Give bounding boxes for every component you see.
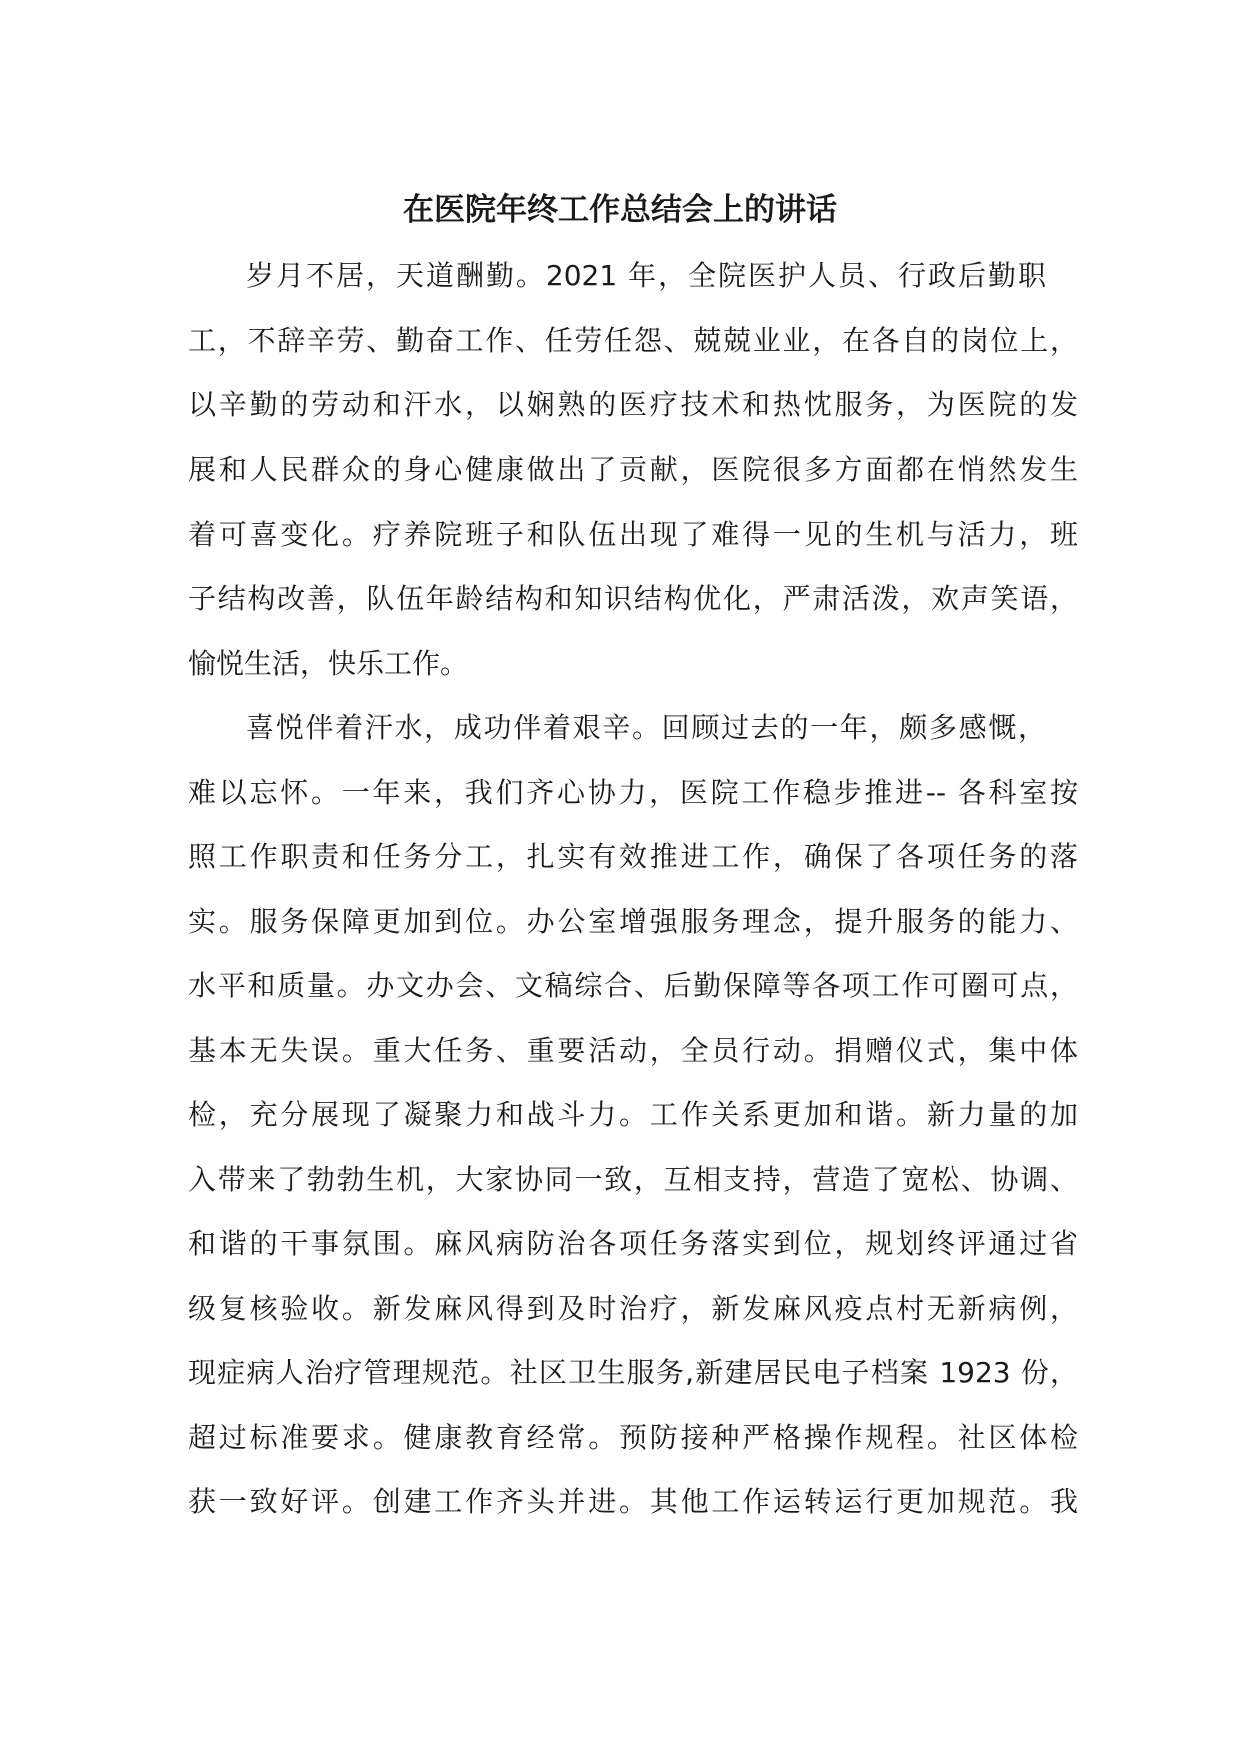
paragraph-2-line-13: 获一致好评。创建工作齐头并进。其他工作运转运行更加规范。我 — [188, 1485, 1078, 1518]
paragraph-2-line-5: 水平和质量。办文办会、文稿综合、后勤保障等各项工作可圈可点， — [188, 969, 1078, 1002]
paragraph-2-line-3: 照工作职责和任务分工，扎实有效推进工作，确保了各项任务的落 — [188, 840, 1078, 873]
paragraph-1-line-6: 子结构改善，队伍年龄结构和知识结构优化，严肃活泼，欢声笑语， — [188, 582, 1078, 615]
paragraph-2-line-12: 超过标准要求。健康教育经常。预防接种严格操作规程。社区体检 — [188, 1421, 1078, 1454]
paragraph-1-line-7: 愉悦生活，快乐工作。 — [188, 647, 469, 680]
paragraph-1-line-2: 工，不辞辛劳、勤奋工作、任劳任怨、兢兢业业，在各自的岗位上， — [188, 324, 1078, 357]
paragraph-2-line-8: 入带来了勃勃生机，大家协同一致，互相支持，营造了宽松、协调、 — [188, 1163, 1078, 1196]
paragraph-1-line-3: 以辛勤的劳动和汗水，以娴熟的医疗技术和热忱服务，为医院的发 — [188, 388, 1078, 421]
paragraph-2-line-10: 级复核验收。新发麻风得到及时治疗，新发麻风疫点村无新病例， — [188, 1292, 1078, 1325]
paragraph-1-line-4: 展和人民群众的身心健康做出了贡献，医院很多方面都在悄然发生 — [188, 453, 1078, 486]
paragraph-2-line-9: 和谐的干事氛围。麻风病防治各项任务落实到位，规划终评通过省 — [188, 1227, 1078, 1260]
document-title: 在医院年终工作总结会上的讲话 — [403, 192, 837, 228]
paragraph-2-line-1: 喜悦伴着汗水，成功伴着艰辛。回顾过去的一年，颇多感慨， — [246, 711, 1046, 744]
paragraph-2-line-4: 实。服务保障更加到位。办公室增强服务理念，提升服务的能力、 — [188, 905, 1078, 938]
paragraph-2-line-6: 基本无失误。重大任务、重要活动，全员行动。捐赠仪式，集中体 — [188, 1034, 1078, 1067]
paragraph-2-line-7: 检，充分展现了凝聚力和战斗力。工作关系更加和谐。新力量的加 — [188, 1098, 1078, 1131]
paragraph-2-line-11: 现症病人治疗管理规范。社区卫生服务,新建居民电子档案 1923 份， — [188, 1356, 1078, 1389]
paragraph-2-line-2: 难以忘怀。一年来，我们齐心协力，医院工作稳步推进-- 各科室按 — [188, 776, 1078, 809]
paragraph-1-line-5: 着可喜变化。疗养院班子和队伍出现了难得一见的生机与活力，班 — [188, 518, 1078, 551]
paragraph-1-line-1: 岁月不居，天道酬勤。2021 年，全院医护人员、行政后勤职 — [246, 259, 1046, 292]
